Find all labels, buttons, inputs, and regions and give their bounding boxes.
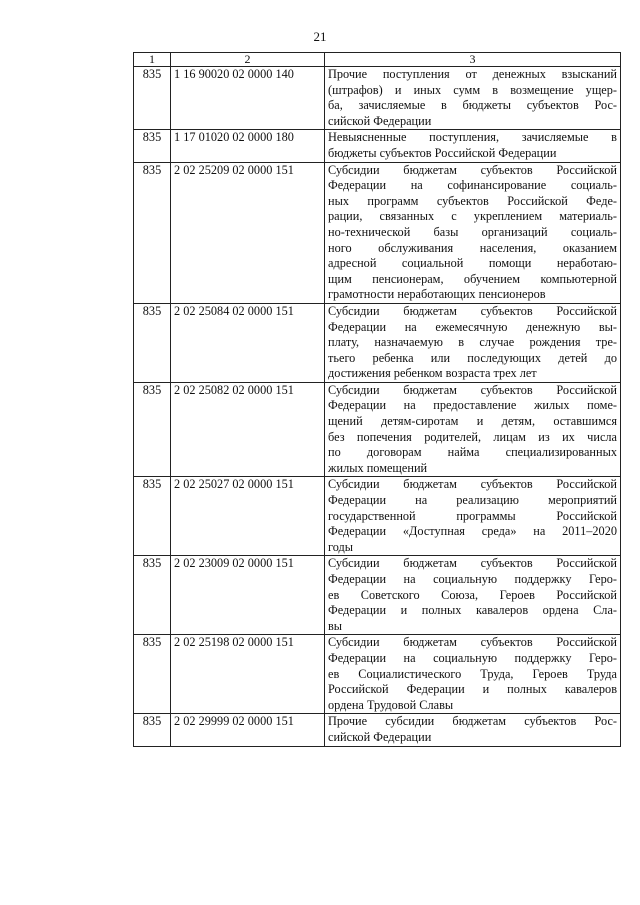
- description-line: Федерации на социальную поддержку Геро-: [328, 572, 617, 586]
- administrator-code-cell: 835: [134, 67, 171, 130]
- description-line: без попечения родителей, лицам из их числа: [328, 429, 617, 444]
- revenue-description-cell: [325, 635, 621, 714]
- budget-classification-code-cell: 2 02 23009 02 0000 151: [171, 556, 325, 635]
- description-line: рации, связанных с укреплением материаль-: [328, 209, 617, 224]
- administrator-code-cell: 835: [134, 162, 171, 303]
- description-line: ного обслуживания населения, оказанием: [328, 240, 617, 255]
- administrator-code-cell: 835: [134, 130, 171, 162]
- page-number: 21: [313, 29, 327, 44]
- description-line: грамотности неработающих пенсионеров: [328, 287, 546, 302]
- budget-classification-code-cell: 2 02 25198 02 0000 151: [171, 635, 325, 714]
- description-line: (штрафов) и иных сумм в возмещение ущер-: [328, 82, 617, 97]
- description-line: Субсидии бюджетам субъектов Российской: [328, 303, 617, 318]
- description-line: Субсидии бюджетам субъектов Российской: [328, 556, 617, 571]
- description-line: жилых помещений: [328, 460, 428, 475]
- table-row: [134, 635, 621, 714]
- table-body: [134, 67, 621, 747]
- description-line: ев Социалистического Труда, Героев Труда: [328, 666, 617, 681]
- revenue-description-cell: [325, 477, 621, 556]
- budget-classification-code-cell: 1 17 01020 02 0000 180: [171, 130, 325, 162]
- description-line: ев Советского Союза, Героев Российской: [328, 587, 617, 602]
- description-line: щений детям-сиротам и детям, оставшимся: [328, 414, 617, 429]
- description-line: Российской Федерации и полных кавалеров: [328, 682, 617, 697]
- description-line: но-технической базы организаций социаль-: [328, 224, 617, 239]
- table-row: [134, 477, 621, 556]
- description-line: Субсидии бюджетам субъектов Российской: [328, 477, 617, 492]
- description-line: ордена Трудовой Славы: [328, 697, 454, 712]
- revenue-description-cell: [325, 303, 621, 382]
- table-row: [134, 67, 621, 130]
- description-line: Федерации «Доступная среда» на 2011–2020: [328, 524, 617, 539]
- revenue-description-cell: [325, 130, 621, 162]
- revenue-description-cell: [325, 714, 621, 746]
- budget-classification-table: [133, 52, 621, 747]
- table-header-row: [134, 53, 621, 67]
- description-line: ба, зачисляемые в бюджеты субъектов Рос-: [328, 98, 617, 113]
- revenue-description-cell: [325, 556, 621, 635]
- description-line: Федерации на социальную поддержку Геро-: [328, 650, 617, 665]
- description-line: Невыясненные поступления, зачисляемые в: [328, 130, 617, 145]
- description-line: вы: [328, 618, 343, 633]
- description-line: плату, назначаемую в случае рождения тре-: [328, 335, 617, 350]
- description-line: достижения ребенком возраста трех лет: [328, 366, 537, 381]
- table-row: [134, 382, 621, 477]
- description-line: государственной программы Российской: [328, 508, 617, 523]
- administrator-code-cell: 835: [134, 556, 171, 635]
- administrator-code-cell: 835: [134, 635, 171, 714]
- budget-classification-code-cell: 2 02 25209 02 0000 151: [171, 162, 325, 303]
- description-line: ных программ субъектов Российской Феде-: [328, 193, 617, 208]
- description-line: Федерации на предоставление жилых поме-: [328, 398, 617, 413]
- budget-classification-code-cell: 2 02 25082 02 0000 151: [171, 382, 325, 477]
- description-line: сийской Федерации: [328, 729, 432, 744]
- column-header-1: 1: [134, 53, 171, 67]
- description-line: Прочие субсидии бюджетам субъектов Рос-: [328, 714, 617, 729]
- description-line: по договорам найма специализированных: [328, 445, 617, 460]
- budget-classification-code-cell: 2 02 29999 02 0000 151: [171, 714, 325, 746]
- budget-classification-code-cell: 2 02 25084 02 0000 151: [171, 303, 325, 382]
- budget-classification-code-cell: 1 16 90020 02 0000 140: [171, 67, 325, 130]
- revenue-description-cell: [325, 67, 621, 130]
- description-line: сийской Федерации: [328, 113, 432, 128]
- administrator-code-cell: 835: [134, 477, 171, 556]
- table-row: [134, 162, 621, 303]
- administrator-code-cell: 835: [134, 382, 171, 477]
- description-line: Субсидии бюджетам субъектов Российской: [328, 382, 617, 397]
- description-line: Федерации на ежемесячную денежную вы-: [328, 319, 617, 334]
- column-header-3: 3: [325, 53, 621, 67]
- table-row: [134, 714, 621, 746]
- table-row: [134, 303, 621, 382]
- description-line: Субсидии бюджетам субъектов Российской: [328, 162, 617, 177]
- administrator-code-cell: 835: [134, 714, 171, 746]
- description-line: годы: [328, 539, 354, 554]
- revenue-description-cell: [325, 162, 621, 303]
- description-line: тьего ребенка или последующих детей до: [328, 350, 617, 365]
- budget-classification-code-cell: 2 02 25027 02 0000 151: [171, 477, 325, 556]
- table-row: [134, 556, 621, 635]
- description-line: Прочие поступления от денежных взысканий: [328, 67, 617, 81]
- description-line: Субсидии бюджетам субъектов Российской: [328, 635, 617, 650]
- description-line: бюджеты субъектов Российской Федерации: [328, 145, 557, 160]
- table-row: [134, 130, 621, 162]
- revenue-description-cell: [325, 382, 621, 477]
- administrator-code-cell: 835: [134, 303, 171, 382]
- description-line: адресной социальной помощи неработаю-: [328, 256, 617, 271]
- column-header-2: 2: [171, 53, 325, 67]
- description-line: Федерации и полных кавалеров ордена Сла-: [328, 603, 617, 618]
- description-line: Федерации на софинансирование социаль-: [328, 178, 617, 193]
- description-line: Федерации на реализацию мероприятий: [328, 493, 617, 508]
- description-line: щим пенсионерам, обучением компьютерной: [328, 271, 617, 286]
